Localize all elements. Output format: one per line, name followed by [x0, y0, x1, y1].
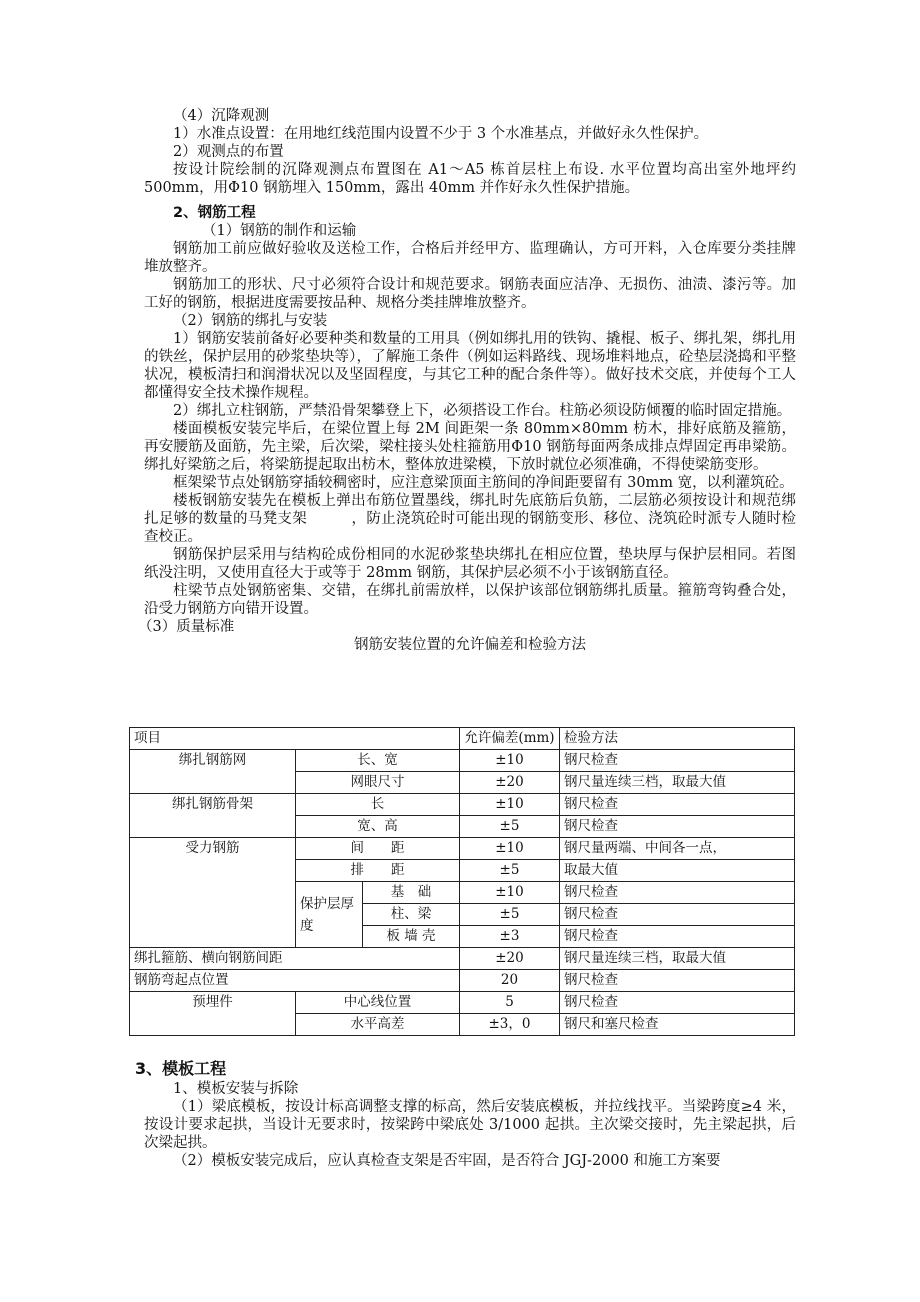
tolerance-cell: ±5 — [460, 904, 560, 926]
method-cell: 钢尺检查 — [560, 882, 795, 904]
method-cell: 钢尺量两端、中间各一点， — [560, 838, 795, 860]
tolerance-cell: ±5 — [460, 860, 560, 882]
table-row — [130, 838, 795, 860]
header-method: 检验方法 — [560, 728, 795, 750]
paragraph: 2）观测点的布置 — [173, 144, 284, 160]
method-cell: 钢尺检查 — [560, 926, 795, 948]
table-row — [130, 794, 795, 816]
method-cell: 钢尺检查 — [560, 992, 795, 1014]
paragraph: 钢筋加工的形状、尺寸必须符合设计和规范要求。钢筋表面应洁净、无损伤、油渍、漆污等。加工好的钢筋，根据进度需要按品种、规格分类挂牌堆放整齐。 — [144, 277, 796, 311]
method-cell: 钢尺量连续三档，取最大值 — [560, 948, 795, 970]
param-cell: 绑扎箍筋、横向钢筋间距 — [130, 948, 460, 970]
formwork-section — [135, 1058, 796, 1170]
tolerance-cell: ±20 — [460, 948, 560, 970]
subgroup-label: 保护层厚度 — [296, 882, 363, 948]
table-row — [130, 970, 795, 992]
tolerance-cell: ±10 — [460, 882, 560, 904]
method-cell: 钢尺和塞尺检查 — [560, 1014, 795, 1036]
quality-standard-heading: （3）质量标准 — [138, 619, 235, 635]
table-caption: 钢筋安装位置的允许偏差和检验方法 — [354, 637, 586, 653]
method-cell: 钢尺量连续三档，取最大值 — [560, 772, 795, 794]
param-cell: 宽、高 — [296, 816, 460, 838]
paragraph: 楼面模板安装完毕后，在梁位置上每 2M 间距架一条 80mm×80mm 枋木，排好底筋及箍筋，再安腰筋及面筋，先主梁，后次梁，梁柱接头处柱箍筋用Φ10 钢筋每面两条成排点焊固定再串梁筋。绑扎好梁筋之后，将梁筋提起取出枋木，整体放进梁模，下放时就位必须准确，不得使梁筋变形。 — [144, 421, 796, 473]
paragraph: 2）绑扎立柱钢筋，严禁沿骨架攀登上下，必须搭设工作台。柱筋必须设防倾覆的临时固定措施。 — [173, 403, 792, 419]
group-label: 绑扎钢筋骨架 — [130, 794, 296, 838]
table-header-row — [130, 728, 795, 750]
paragraph: （2）模板安装完成后，应认真检查支架是否牢固，是否符合 JGJ-2000 和施工方案要 — [173, 1153, 721, 1169]
tolerance-table — [129, 727, 795, 1036]
formwork-sub1-heading: 1、模板安装与拆除 — [173, 1081, 299, 1097]
tolerance-cell: ±5 — [460, 816, 560, 838]
method-cell: 取最大值 — [560, 860, 795, 882]
param-cell: 基 础 — [363, 882, 460, 904]
header-tolerance: 允许偏差(mm) — [460, 728, 560, 750]
paragraph: 柱梁节点处钢筋密集、交错，在绑扎前需放样，以保护该部位钢筋绑扎质量。箍筋弯钩叠合处，沿受力钢筋方向错开设置。 — [144, 583, 796, 617]
param-cell: 柱、梁 — [363, 904, 460, 926]
paragraph: 钢筋保护层采用与结构砼成份相同的水泥砂浆垫块绑扎在相应位置，垫块厚与保护层相同。若图纸没注明，又使用直径大于或等于 28mm 钢筋，其保护层必须不小于该钢筋直径。 — [144, 547, 796, 581]
method-cell: 钢尺检查 — [560, 904, 795, 926]
param-cell: 间 距 — [296, 838, 460, 860]
paragraph: （1）梁底模板，按设计标高调整支撑的标高，然后安装底模板，并拉线找平。当梁跨度≥4 米，按设计要求起拱，当设计无要求时，按梁跨中梁底处 3/1000 起拱。主次梁交接时，先主梁起拱，后次梁起拱。 — [144, 1099, 796, 1151]
param-cell: 板 墙 壳 — [363, 926, 460, 948]
paragraph: 钢筋加工前应做好验收及送检工作，合格后并经甲方、监理确认，方可开料，入仓库要分类挂牌堆放整齐。 — [144, 241, 796, 275]
param-cell: 长 — [296, 794, 460, 816]
group-label: 预埋件 — [130, 992, 296, 1036]
param-cell: 水平高差 — [296, 1014, 460, 1036]
rebar-sub1-heading: （1）钢筋的制作和运输 — [202, 223, 357, 239]
rebar-sub2-heading: （2）钢筋的绑扎与安装 — [173, 313, 328, 329]
param-cell: 中心线位置 — [296, 992, 460, 1014]
param-cell: 网眼尺寸 — [296, 772, 460, 794]
tolerance-cell: ±10 — [460, 794, 560, 816]
method-cell: 钢尺检查 — [560, 970, 795, 992]
tolerance-cell: 5 — [460, 992, 560, 1014]
method-cell: 钢尺检查 — [560, 750, 795, 772]
param-cell: 钢筋弯起点位置 — [130, 970, 460, 992]
tolerance-cell: 20 — [460, 970, 560, 992]
rebar-heading: 2、钢筋工程 — [173, 205, 256, 221]
header-item: 项目 — [130, 728, 460, 750]
tolerance-cell: ±20 — [460, 772, 560, 794]
param-cell: 排 距 — [296, 860, 460, 882]
method-cell: 钢尺检查 — [560, 794, 795, 816]
paragraph: 按设计院绘制的沉降观测点布置图在 A1～A5 栋首层柱上布设. 水平位置均高出室外地坪约 500mm，用Φ10 钢筋埋入 150mm，露出 40mm 并作好永久性保护措施。 — [144, 162, 796, 196]
tolerance-cell: ±10 — [460, 838, 560, 860]
group-label: 绑扎钢筋网 — [130, 750, 296, 794]
settlement-section — [144, 107, 796, 197]
settlement-heading: （4）沉降观测 — [173, 108, 270, 124]
group-label: 受力钢筋 — [130, 838, 296, 948]
paragraph: 1）钢筋安装前备好必要种类和数量的工用具（例如绑扎用的铁钩、撬棍、板子、绑扎架，绑扎用的铁丝，保护层用的砂浆垫块等），了解施工条件（例如运料路线、现场堆料地点，砼垫层浇捣和平整状况，模板清扫和润滑状况以及坚固程度，与其它工种的配合条件等）。做好技术交底，并使每个工人都懂得安全技术操作规程。 — [144, 331, 796, 401]
table-row — [130, 948, 795, 970]
paragraph: 楼板钢筋安装先在模板上弹出布筋位置墨线，绑扎时先底筋后负筋，二层筋必须按设计和规范绑扎足够的数量的马凳支架 ，防止浇筑砼时可能出现的钢筋变形、移位、浇筑砼时派专人随时检查校正。 — [144, 493, 796, 545]
tolerance-cell: ±10 — [460, 750, 560, 772]
formwork-heading: 3、模板工程 — [135, 1059, 227, 1078]
table-row — [130, 992, 795, 1014]
tolerance-cell: ±3，0 — [460, 1014, 560, 1036]
table-row — [130, 750, 795, 772]
method-cell: 钢尺检查 — [560, 816, 795, 838]
paragraph: 框架梁节点处钢筋穿插较稠密时，应注意梁顶面主筋间的净间距要留有 30mm 宽，以利灌筑砼。 — [173, 475, 794, 491]
param-cell: 长、宽 — [296, 750, 460, 772]
tolerance-cell: ±3 — [460, 926, 560, 948]
paragraph: 1）水准点设置：在用地红线范围内设置不少于 3 个水准基点，并做好永久性保护。 — [173, 126, 709, 142]
rebar-section — [138, 204, 796, 654]
